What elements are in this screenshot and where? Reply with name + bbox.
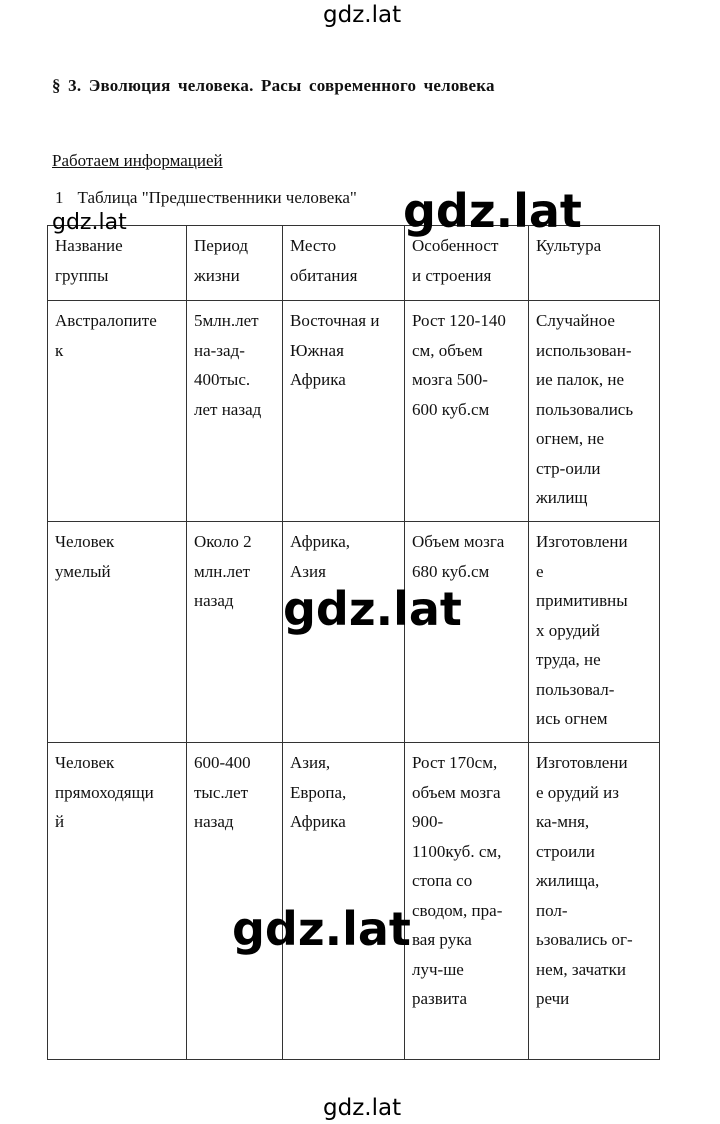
caption-text: Таблица "Предшественники человека" [77, 188, 357, 207]
watermark-large-1: gdz.lat [403, 184, 582, 238]
watermark-large-3: gdz.lat [232, 902, 411, 956]
subheading: Работаем информацией [52, 151, 223, 170]
table-cell: Азия, Европа, Африка [283, 743, 405, 1060]
table-cell: Африка, Азия [283, 522, 405, 743]
header-period: Период жизни [187, 226, 283, 301]
table-cell: Рост 170см, объем мозга 900- 1100куб. см, стопа со сводом, пра- вая рука луч-ше развита [405, 743, 529, 1060]
table-cell: Человек прямоходящи й [48, 743, 187, 1060]
watermark-small: gdz.lat [52, 210, 127, 235]
table-cell: Около 2 млн.лет назад [187, 522, 283, 743]
watermark-bottom: gdz.lat [323, 1095, 402, 1121]
table-cell: Изготовлени е орудий из ка-мня, строили жилища, пол- ьзовались ог- нем, зачатки речи [529, 743, 660, 1060]
table-cell: Восточная и Южная Африка [283, 301, 405, 522]
table-cell: 5млн.лет на-зад- 400тыс. лет назад [187, 301, 283, 522]
table-cell: Случайное использован- ие палок, не пользовались огнем, не стр-оили жилищ [529, 301, 660, 522]
table-row [48, 743, 660, 1060]
header-group-name: Название группы [48, 226, 187, 301]
watermark-top: gdz.lat [323, 2, 402, 28]
table-cell: Рост 120-140 см, объем мозга 500- 600 куб.см [405, 301, 529, 522]
header-features: Особенност и строения [405, 226, 529, 301]
table-cell: Объем мозга 680 куб.см [405, 522, 529, 743]
watermark-large-2: gdz.lat [283, 582, 462, 636]
table-cell: Изготовлени е примитивны х орудий труда, не пользовал- ись огнем [529, 522, 660, 743]
table-cell: 600-400 тыс.лет назад [187, 743, 283, 1060]
table-caption [55, 188, 357, 208]
caption-number: 1 [55, 188, 64, 207]
header-habitat: Место обитания [283, 226, 405, 301]
table-row [48, 301, 660, 522]
table-cell: Человек умелый [48, 522, 187, 743]
header-culture: Культура [529, 226, 660, 301]
table-cell: Австралопите к [48, 301, 187, 522]
section-heading: § 3. Эволюция человека. Расы современного человека [52, 76, 495, 95]
